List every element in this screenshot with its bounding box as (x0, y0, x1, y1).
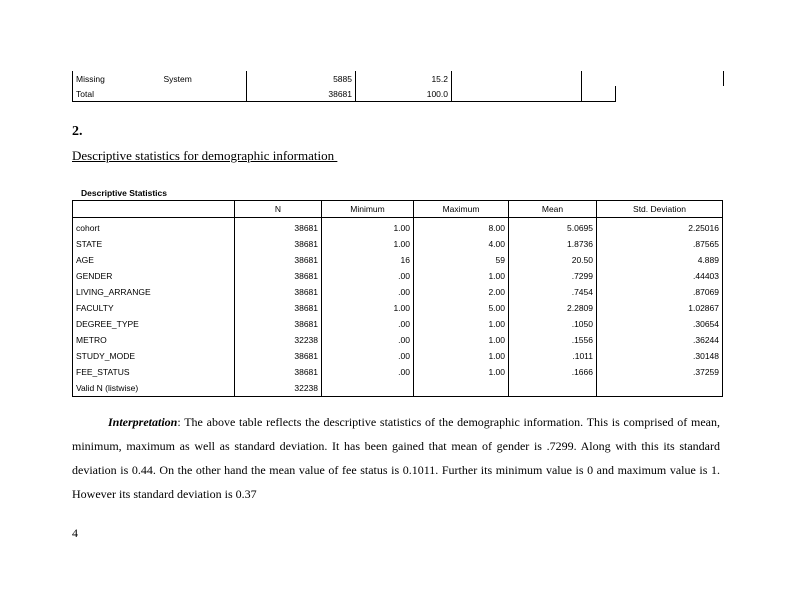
variable-name-cell: FEE_STATUS (73, 364, 235, 380)
value-cell: 1.00 (414, 332, 509, 348)
empty-cell (616, 71, 724, 86)
value-cell: 1.00 (322, 236, 414, 252)
table-row (73, 284, 723, 300)
value-cell: .7299 (509, 268, 597, 284)
value-cell: 2.25016 (597, 218, 723, 237)
value-cell: 38681 (235, 284, 322, 300)
value-cell: 2.00 (414, 284, 509, 300)
empty-cell (452, 86, 582, 102)
value-cell: .00 (322, 284, 414, 300)
empty-cell (616, 86, 724, 102)
table-row (73, 71, 724, 86)
value-cell: 4.889 (597, 252, 723, 268)
variable-name-cell: cohort (73, 218, 235, 237)
table-row (73, 348, 723, 364)
section-title: Descriptive statistics for demographic information (72, 148, 338, 163)
table-row (73, 380, 723, 397)
value-cell (414, 380, 509, 397)
value-cell: .37259 (597, 364, 723, 380)
variable-name-cell: METRO (73, 332, 235, 348)
interpretation-label: Interpretation (108, 415, 178, 429)
value-cell: 1.00 (414, 268, 509, 284)
value-cell: .30148 (597, 348, 723, 364)
variable-name-cell: AGE (73, 252, 235, 268)
value-cell: 38681 (235, 364, 322, 380)
value-cell (509, 380, 597, 397)
value-cell: .7454 (509, 284, 597, 300)
page-number: 4 (72, 526, 78, 540)
variable-name-cell: DEGREE_TYPE (73, 316, 235, 332)
column-header: Minimum (322, 201, 414, 218)
row-sublabel (161, 86, 247, 102)
table-row (73, 268, 723, 284)
value-cell: 5.00 (414, 300, 509, 316)
value-cell: 38681 (235, 236, 322, 252)
value-cell: .44403 (597, 268, 723, 284)
value-cell: .30654 (597, 316, 723, 332)
value-cell: 38681 (235, 316, 322, 332)
value-cell: 32238 (235, 380, 322, 397)
value-cell: 38681 (235, 252, 322, 268)
value-cell: 59 (414, 252, 509, 268)
value-cell: 1.00 (414, 364, 509, 380)
frequency-table-fragment (72, 71, 724, 102)
value-cell (322, 380, 414, 397)
value-cell: 1.00 (414, 348, 509, 364)
value-cell: 4.00 (414, 236, 509, 252)
frequency-cell: 38681 (247, 86, 356, 102)
value-cell: 5.0695 (509, 218, 597, 237)
variable-name-cell: FACULTY (73, 300, 235, 316)
variable-name-cell: LIVING_ARRANGE (73, 284, 235, 300)
row-sublabel: System (163, 73, 192, 84)
column-header: Mean (509, 201, 597, 218)
table-row (73, 218, 723, 237)
header-row (73, 201, 723, 218)
column-header: Maximum (414, 201, 509, 218)
value-cell: 1.00 (414, 316, 509, 332)
value-cell: 38681 (235, 300, 322, 316)
row-label: Missing (73, 71, 161, 86)
value-cell: .1050 (509, 316, 597, 332)
value-cell: 1.00 (322, 300, 414, 316)
value-cell: .1011 (509, 348, 597, 364)
table-row (73, 300, 723, 316)
value-cell: 16 (322, 252, 414, 268)
descriptive-statistics-table (72, 200, 723, 397)
variable-name-cell: GENDER (73, 268, 235, 284)
table-caption: Descriptive Statistics (81, 188, 167, 198)
frequency-cell: 5885 (247, 71, 356, 86)
value-cell: 38681 (235, 348, 322, 364)
empty-cell (452, 71, 582, 86)
value-cell: .1556 (509, 332, 597, 348)
value-cell: 32238 (235, 332, 322, 348)
table-row (73, 316, 723, 332)
value-cell: 1.00 (322, 218, 414, 237)
interpretation-paragraph (72, 410, 720, 506)
value-cell: 38681 (235, 218, 322, 237)
value-cell: .1666 (509, 364, 597, 380)
percent-cell: 100.0 (356, 86, 452, 102)
table-row (73, 86, 724, 102)
column-header (73, 201, 235, 218)
value-cell: 1.02867 (597, 300, 723, 316)
value-cell: .00 (322, 348, 414, 364)
table-row (73, 364, 723, 380)
value-cell: .00 (322, 268, 414, 284)
column-header: Std. Deviation (597, 201, 723, 218)
value-cell: .00 (322, 364, 414, 380)
value-cell: 20.50 (509, 252, 597, 268)
value-cell: 1.8736 (509, 236, 597, 252)
table-row (73, 332, 723, 348)
value-cell: .00 (322, 316, 414, 332)
value-cell (597, 380, 723, 397)
interpretation-text: : The above table reflects the descriptive statistics of the demographic information. This is comprised of mean, minimum, maximum as well as standard deviation. It has been gained that mean of gender is .7299. Along with this its standard deviation is 0.44. On the other hand the mean value of fee status is 0.1011. Further its minimum value is 0 and maximum value is 1. However its standard deviation is 0.37 (72, 415, 720, 501)
table-row (73, 236, 723, 252)
variable-name-cell: STUDY_MODE (73, 348, 235, 364)
empty-cell (582, 86, 616, 102)
variable-name-cell: STATE (73, 236, 235, 252)
value-cell: .87565 (597, 236, 723, 252)
table-body (73, 218, 723, 397)
percent-cell: 15.2 (356, 71, 452, 86)
value-cell: .87069 (597, 284, 723, 300)
value-cell: .36244 (597, 332, 723, 348)
column-header: N (235, 201, 322, 218)
empty-cell (582, 71, 616, 86)
value-cell: 8.00 (414, 218, 509, 237)
value-cell: .00 (322, 332, 414, 348)
variable-name-cell: Valid N (listwise) (73, 380, 235, 397)
table-row (73, 252, 723, 268)
row-label: Total (73, 86, 161, 102)
section-number: 2. (72, 124, 83, 139)
value-cell: 2.2809 (509, 300, 597, 316)
value-cell: 38681 (235, 268, 322, 284)
